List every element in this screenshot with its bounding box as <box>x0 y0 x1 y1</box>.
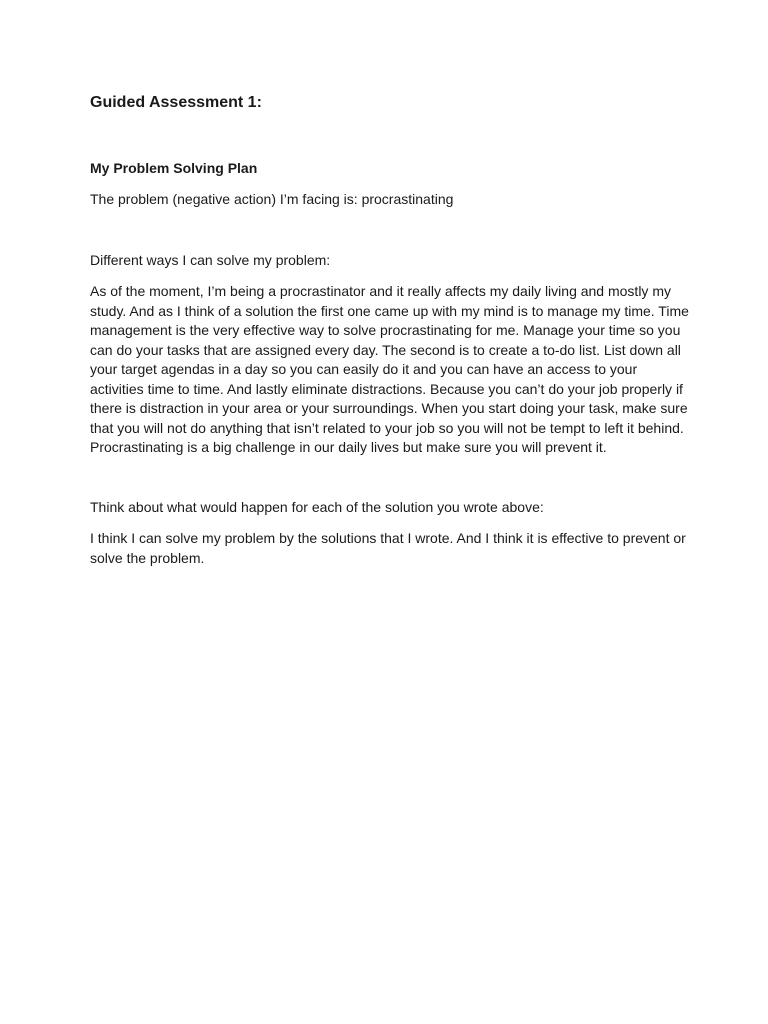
outcomes-heading: Think about what would happen for each of the solution you wrote above: <box>90 498 544 515</box>
problem-statement: The problem (negative action) I’m facing is: procrastinating <box>90 191 454 207</box>
outcomes-paragraph: I think I can solve my problem by the solutions that I wrote. And I think it is effective to prevent or solve the problem. <box>90 530 686 566</box>
solutions-heading: Different ways I can solve my problem: <box>90 251 331 268</box>
plan-heading: My Problem Solving Plan <box>90 160 258 176</box>
document-title: Guided Assessment 1: <box>90 94 262 111</box>
document-content <box>90 92 690 568</box>
solutions-paragraph: As of the moment, I’m being a procrastinator and it really affects my daily living and mostly my study. And as I think of a solution the first one came up with my mind is to manage my time. Time management is the very effective way to solve procrastinating for me. Manage your time so you can do your tasks that are assigned every day. The second is to create a to-do list. List down all your target agendas in a day so you can easily do it and you can have an access to your activities time to time. And lastly eliminate distractions. Because you can’t do your job properly if there is distraction in your area or your surroundings. When you start doing your task, make sure that you will not do anything that isn’t related to your job so you will not be tempt to left it behind. Procrastinating is a big challenge in our daily lives but make sure you will prevent it. <box>90 283 689 455</box>
